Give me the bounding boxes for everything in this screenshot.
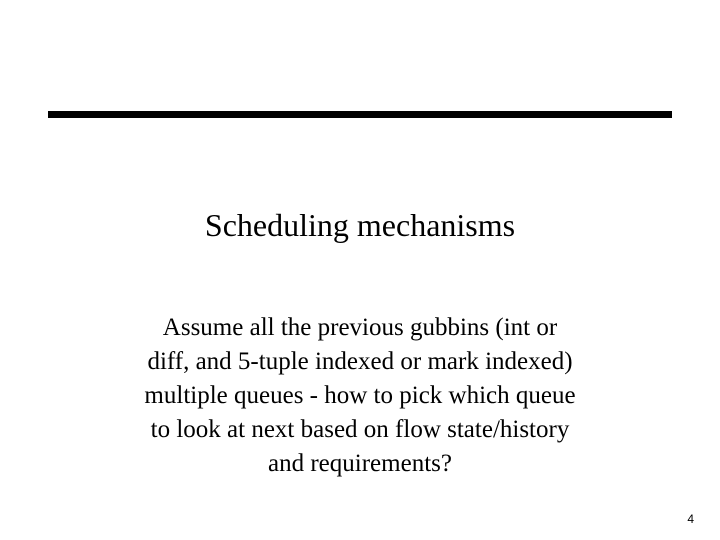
body-line: and requirements? bbox=[268, 450, 452, 477]
body-line: multiple queues - how to pick which queue bbox=[144, 382, 576, 409]
body-line: diff, and 5-tuple indexed or mark indexed) bbox=[147, 348, 573, 375]
header-rule bbox=[48, 111, 672, 118]
body-line: to look at next based on flow state/history bbox=[150, 416, 570, 443]
slide-title: Scheduling mechanisms bbox=[204, 207, 516, 243]
page-number: 4 bbox=[687, 512, 694, 526]
slide-body bbox=[100, 311, 620, 481]
body-line: Assume all the previous gubbins (int or bbox=[162, 314, 558, 341]
